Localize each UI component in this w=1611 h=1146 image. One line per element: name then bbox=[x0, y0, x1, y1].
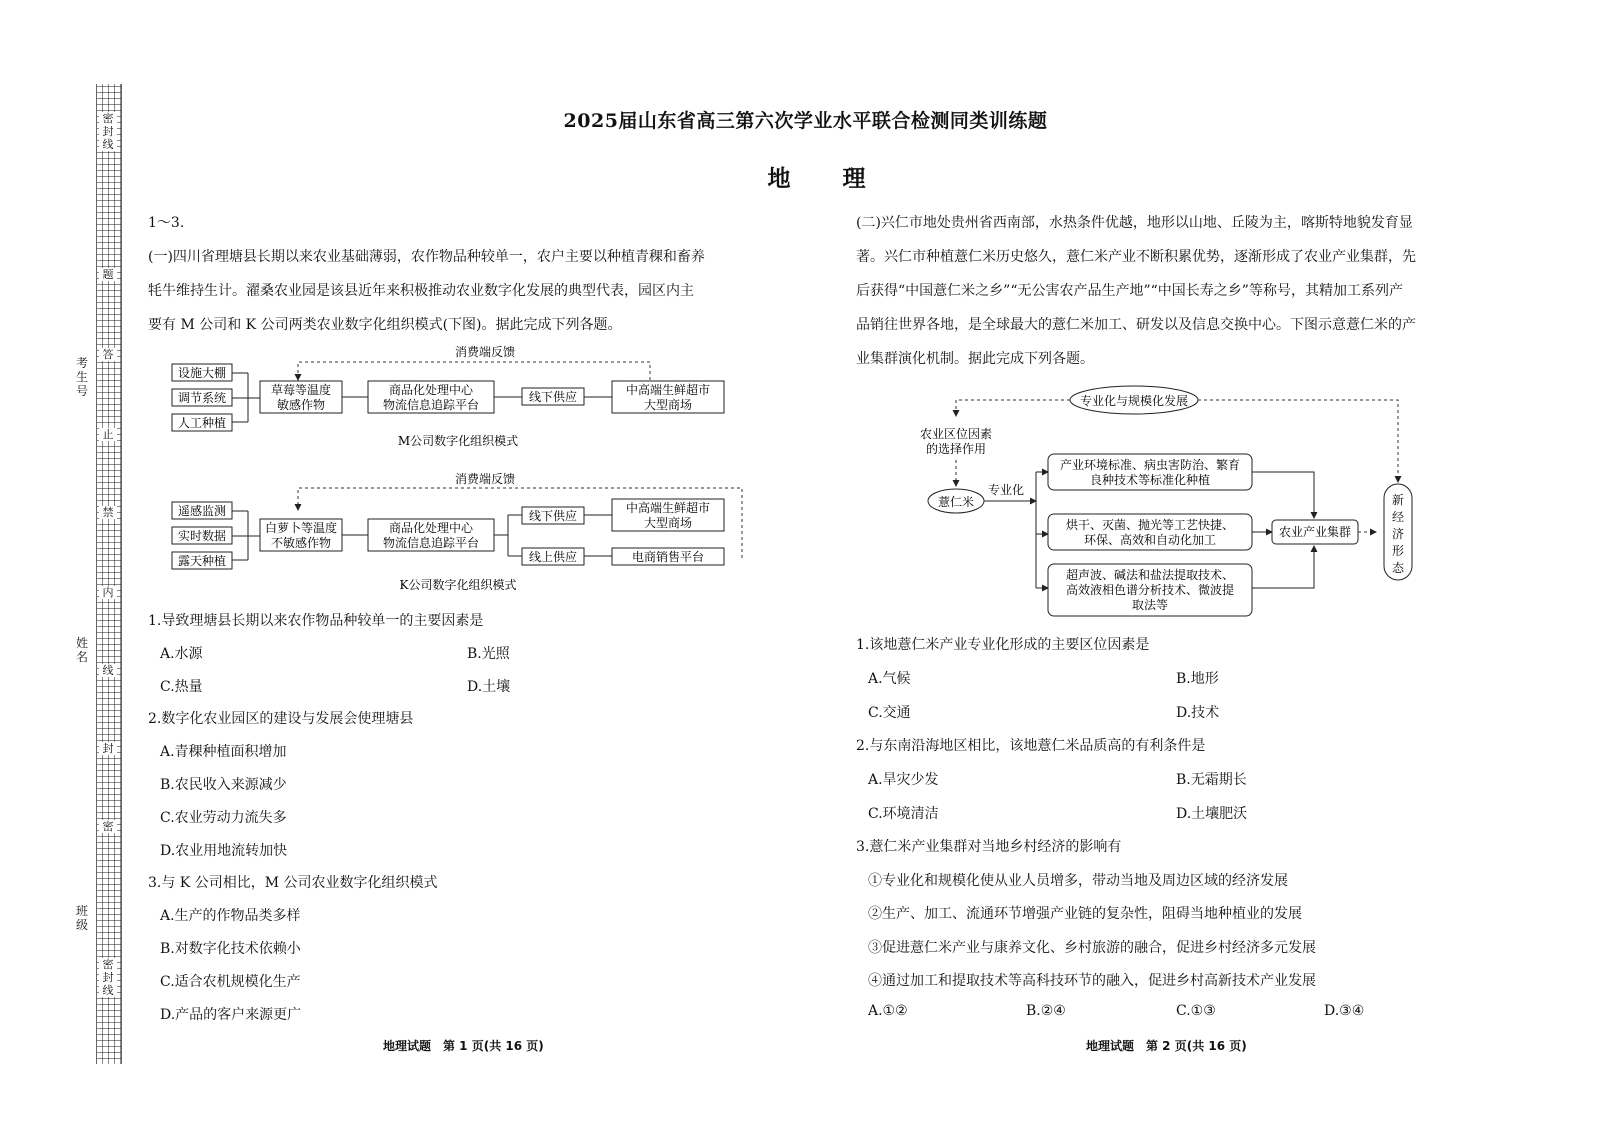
source-label: 薏仁米 bbox=[937, 495, 975, 509]
k-input: 遥感监测 bbox=[177, 504, 227, 518]
option: C.①③ bbox=[1176, 1003, 1216, 1019]
option: C.农业劳动力流失多 bbox=[160, 810, 287, 826]
passage-line: 要有 M 公司和 K 公司两类农业数字化组织模式(下图)。据此完成下列各题。 bbox=[148, 317, 622, 333]
seal-line-bottom: 密封线 bbox=[99, 958, 117, 997]
class-label: 班级 bbox=[75, 904, 88, 932]
option: A.①② bbox=[868, 1003, 908, 1019]
option: C.交通 bbox=[868, 705, 911, 721]
option: A.生产的作物品类多样 bbox=[160, 908, 301, 924]
m-company-diagram bbox=[160, 340, 760, 452]
question-stem: 1.该地薏仁米产业专业化形成的主要区位因素是 bbox=[856, 637, 1150, 653]
result-char: 经 bbox=[1391, 510, 1405, 524]
statement: ③促进薏仁米产业与康养文化、乡村旅游的融合，促进乡村经济多元发展 bbox=[868, 940, 1316, 956]
k-market-online: 电商销售平台 bbox=[631, 550, 705, 564]
right-passage bbox=[856, 206, 1474, 376]
binding-word: 止 bbox=[99, 428, 117, 441]
seal-line-top: 密封线 bbox=[99, 112, 117, 151]
k-market-offline: 大型商场 bbox=[643, 516, 693, 530]
m-input: 调节系统 bbox=[177, 391, 227, 405]
question-stem: 3.薏仁米产业集群对当地乡村经济的影响有 bbox=[856, 839, 1122, 855]
box3-line: 取法等 bbox=[1131, 598, 1169, 612]
option: A.青稞种植面积增加 bbox=[160, 744, 287, 760]
option: D.产品的客户来源更广 bbox=[160, 1007, 302, 1023]
k-crop: 白萝卜等温度 bbox=[264, 521, 338, 535]
result-char: 形 bbox=[1391, 544, 1405, 558]
option: A.气候 bbox=[868, 671, 911, 687]
option: B.光照 bbox=[467, 646, 510, 662]
binding-word: 线 bbox=[99, 664, 117, 677]
option: B.地形 bbox=[1176, 671, 1219, 687]
k-input: 露天种植 bbox=[177, 554, 227, 568]
k-crop: 不敏感作物 bbox=[270, 536, 332, 550]
option: A.旱灾少发 bbox=[868, 772, 939, 788]
k-supply-offline: 线下供应 bbox=[528, 509, 578, 523]
passage-line: 著。兴仁市种植薏仁米历史悠久，薏仁米产业不断积累优势，逐渐形成了农业产业集群，先 bbox=[856, 249, 1416, 265]
exam-number-label: 考生号 bbox=[75, 356, 88, 398]
option: D.土壤肥沃 bbox=[1176, 806, 1248, 822]
option: A.水源 bbox=[160, 646, 203, 662]
factor-label: 的选择作用 bbox=[925, 442, 987, 456]
question-stem: 3.与 K 公司相比，M 公司农业数字化组织模式 bbox=[148, 875, 438, 891]
option: D.土壤 bbox=[467, 679, 511, 695]
cluster-label: 农业产业集群 bbox=[1278, 525, 1352, 539]
footer-page-2: 地理试题 第 2 页(共 16 页) bbox=[1086, 1039, 1247, 1053]
passage-line: (一)四川省理塘县长期以来农业基础薄弱，农作物品种较单一，农户主要以种植青稞和畜养 bbox=[148, 249, 705, 265]
passage-line: (二)兴仁市地处贵州省西南部，水热条件优越，地形以山地、丘陵为主，喀斯特地貌发育显 bbox=[856, 215, 1413, 231]
box1-line: 产业环境标准、病虫害防治、繁育 bbox=[1059, 458, 1241, 472]
option: C.环境清洁 bbox=[868, 806, 939, 822]
option: B.无霜期长 bbox=[1176, 772, 1247, 788]
passage-line: 后获得“中国薏仁米之乡”“无公害农产品生产地”“中国长寿之乡”等称号，其精加工系列产 bbox=[856, 283, 1403, 299]
box3-line: 高效液相色谱分析技术、微波提 bbox=[1065, 583, 1235, 597]
statement: ①专业化和规模化使从业人员增多，带动当地及周边区域的经济发展 bbox=[868, 873, 1288, 889]
m-market: 中高端生鲜超市 bbox=[625, 383, 711, 397]
result-char: 济 bbox=[1391, 527, 1405, 541]
box1-line: 良种技术等标准化种植 bbox=[1089, 473, 1211, 487]
left-passage bbox=[148, 206, 774, 342]
passage-line: 业集群演化机制。据此完成下列各题。 bbox=[856, 351, 1094, 367]
factor-label: 农业区位因素 bbox=[919, 427, 993, 441]
question-stem: 1.导致理塘县长期以来农作物品种较单一的主要因素是 bbox=[148, 613, 484, 629]
question-stem: 2.数字化农业园区的建设与发展会使理塘县 bbox=[148, 711, 414, 727]
m-center: 商品化处理中心 bbox=[388, 383, 474, 397]
k-center: 物流信息追踪平台 bbox=[382, 536, 480, 550]
m-crop: 草莓等温度 bbox=[270, 383, 332, 397]
option: D.技术 bbox=[1176, 705, 1220, 721]
k-input: 实时数据 bbox=[177, 529, 227, 543]
subject-title: 地 理 bbox=[767, 166, 888, 192]
binding-word: 内 bbox=[99, 586, 117, 599]
arrow-label: 专业化 bbox=[987, 483, 1025, 497]
binding-word: 答 bbox=[99, 348, 117, 361]
question-range: 1～3. bbox=[148, 215, 185, 231]
binding-word: 密 bbox=[99, 820, 117, 833]
passage-line: 品销往世界各地，是全球最大的薏仁米加工、研发以及信息交换中心。下图示意薏仁米的产 bbox=[856, 317, 1416, 333]
box2-line: 环保、高效和自动化加工 bbox=[1083, 533, 1217, 547]
binding-word: 禁 bbox=[99, 506, 117, 519]
m-feedback-label: 消费端反馈 bbox=[454, 345, 516, 359]
result-char: 态 bbox=[1391, 561, 1405, 575]
binding-strip bbox=[96, 84, 122, 1064]
statement: ④通过加工和提取技术等高科技环节的融入，促进乡村高新技术产业发展 bbox=[868, 973, 1316, 989]
m-input: 设施大棚 bbox=[177, 366, 227, 380]
exam-title: 2025届山东省高三第六次学业水平联合检测同类训练题 bbox=[563, 110, 1048, 132]
m-supply: 线下供应 bbox=[528, 390, 578, 404]
question-stem: 2.与东南沿海地区相比，该地薏仁米品质高的有利条件是 bbox=[856, 738, 1206, 754]
option: B.②④ bbox=[1026, 1003, 1066, 1019]
box3-line: 超声波、碱法和盐法提取技术、 bbox=[1065, 568, 1235, 582]
footer-page-1: 地理试题 第 1 页(共 16 页) bbox=[383, 1039, 544, 1053]
passage-line: 牦牛维持生计。濯桑农业园是该县近年来积极推动农业数字化发展的典型代表，园区内主 bbox=[148, 283, 694, 299]
name-label: 姓名 bbox=[75, 636, 88, 664]
m-caption: M公司数字化组织模式 bbox=[397, 434, 519, 448]
statement: ②生产、加工、流通环节增强产业链的复杂性，阻碍当地种植业的发展 bbox=[868, 906, 1302, 922]
binding-word: 封 bbox=[99, 742, 117, 755]
result-char: 新 bbox=[1391, 493, 1405, 507]
option: C.热量 bbox=[160, 679, 203, 695]
option: C.适合农机规模化生产 bbox=[160, 974, 301, 990]
option: D.③④ bbox=[1324, 1003, 1365, 1019]
option: B.农民收入来源减少 bbox=[160, 777, 287, 793]
cluster-diagram bbox=[900, 380, 1440, 620]
option: D.农业用地流转加快 bbox=[160, 843, 288, 859]
m-market: 大型商场 bbox=[643, 398, 693, 412]
k-caption: K公司数字化组织模式 bbox=[399, 578, 517, 592]
m-crop: 敏感作物 bbox=[276, 398, 326, 412]
k-feedback-label: 消费端反馈 bbox=[454, 472, 516, 486]
k-supply-online: 线上供应 bbox=[528, 550, 578, 564]
option: B.对数字化技术依赖小 bbox=[160, 941, 301, 957]
k-company-diagram bbox=[160, 470, 760, 600]
k-center: 商品化处理中心 bbox=[388, 521, 474, 535]
box2-line: 烘干、灭菌、抛光等工艺快捷、 bbox=[1065, 518, 1235, 532]
m-input: 人工种植 bbox=[177, 416, 227, 430]
m-center: 物流信息追踪平台 bbox=[382, 398, 480, 412]
binding-word: 题 bbox=[99, 268, 117, 281]
top-label: 专业化与规模化发展 bbox=[1079, 394, 1189, 408]
k-market-offline: 中高端生鲜超市 bbox=[625, 501, 711, 515]
